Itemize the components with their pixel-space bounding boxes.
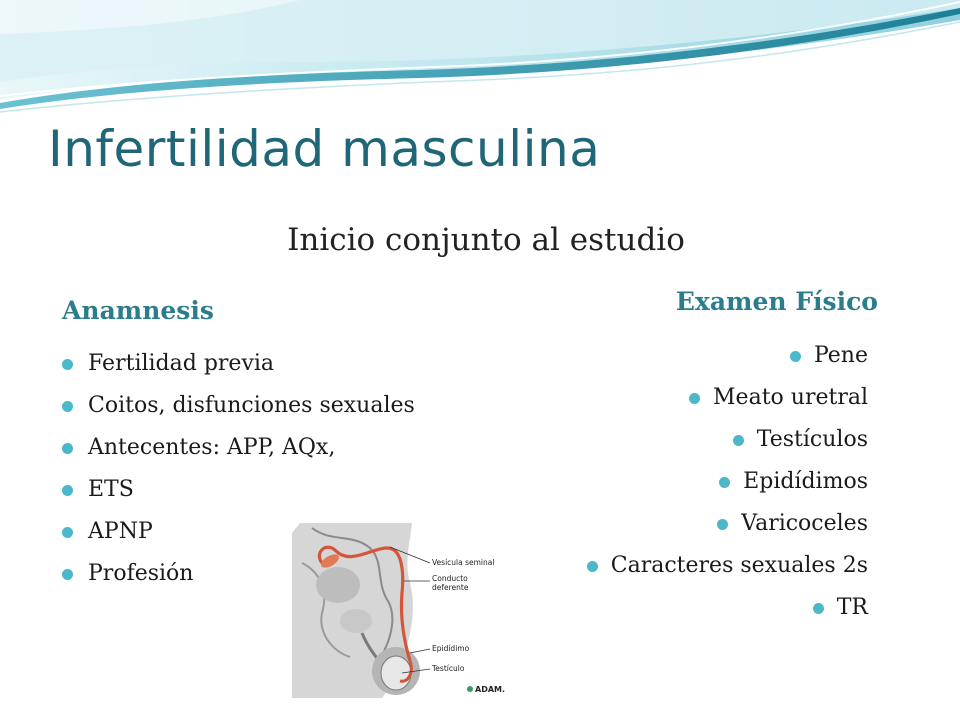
- bullet-icon: [587, 561, 598, 572]
- list-item: [587, 545, 868, 587]
- list-item-text: ETS: [88, 477, 134, 502]
- list-item-text: Coitos, disfunciones sexuales: [88, 393, 415, 418]
- list-item: [62, 427, 415, 469]
- figure-credit: ADAM.: [475, 685, 506, 694]
- list-item-text: Testículos: [756, 427, 868, 452]
- list-item: [587, 587, 868, 629]
- bullet-icon: [62, 485, 73, 496]
- list-item: [587, 461, 868, 503]
- bullet-icon: [62, 527, 73, 538]
- label-epididimo: Epidídimo: [432, 644, 470, 653]
- label-conducto: Conducto: [432, 574, 468, 583]
- bullet-icon: [790, 351, 801, 362]
- label-deferente: deferente: [432, 583, 469, 592]
- bullet-icon: [62, 401, 73, 412]
- header-wave-decoration: [0, 0, 960, 120]
- list-item-text: Fertilidad previa: [88, 351, 275, 376]
- list-item-text: Varicoceles: [741, 511, 868, 536]
- list-item-text: Meato uretral: [713, 385, 868, 410]
- anatomy-illustration: [292, 523, 512, 698]
- list-item-text: Epidídimos: [743, 469, 868, 494]
- bullet-icon: [62, 443, 73, 454]
- bullet-icon: [62, 569, 73, 580]
- list-item: [62, 469, 415, 511]
- slide-subtitle: Inicio conjunto al estudio: [287, 222, 685, 258]
- bullet-icon: [813, 603, 824, 614]
- list-item: [62, 385, 415, 427]
- adam-logo-icon: [467, 686, 473, 692]
- slide-title: Infertilidad masculina: [48, 120, 601, 178]
- label-vesicula-seminal: Vesícula seminal: [432, 558, 495, 567]
- bullet-icon: [689, 393, 700, 404]
- anamnesis-heading: Anamnesis: [62, 296, 214, 325]
- list-item-text: TR: [836, 595, 868, 620]
- bullet-icon: [719, 477, 730, 488]
- list-item-text: Antecentes: APP, AQx,: [88, 435, 336, 460]
- list-item: [587, 377, 868, 419]
- examen-fisico-list: [587, 335, 868, 629]
- examen-fisico-heading: Examen Físico: [675, 287, 878, 316]
- list-item-text: Profesión: [88, 561, 194, 586]
- bullet-icon: [62, 359, 73, 370]
- list-item: [62, 343, 415, 385]
- list-item: [587, 503, 868, 545]
- list-item: [587, 335, 868, 377]
- list-item-text: APNP: [88, 519, 153, 544]
- list-item-text: Caracteres sexuales 2s: [610, 553, 868, 578]
- list-item: [587, 419, 868, 461]
- bullet-icon: [733, 435, 744, 446]
- label-testiculo: Testículo: [432, 664, 465, 673]
- list-item-text: Pene: [813, 343, 868, 368]
- bullet-icon: [717, 519, 728, 530]
